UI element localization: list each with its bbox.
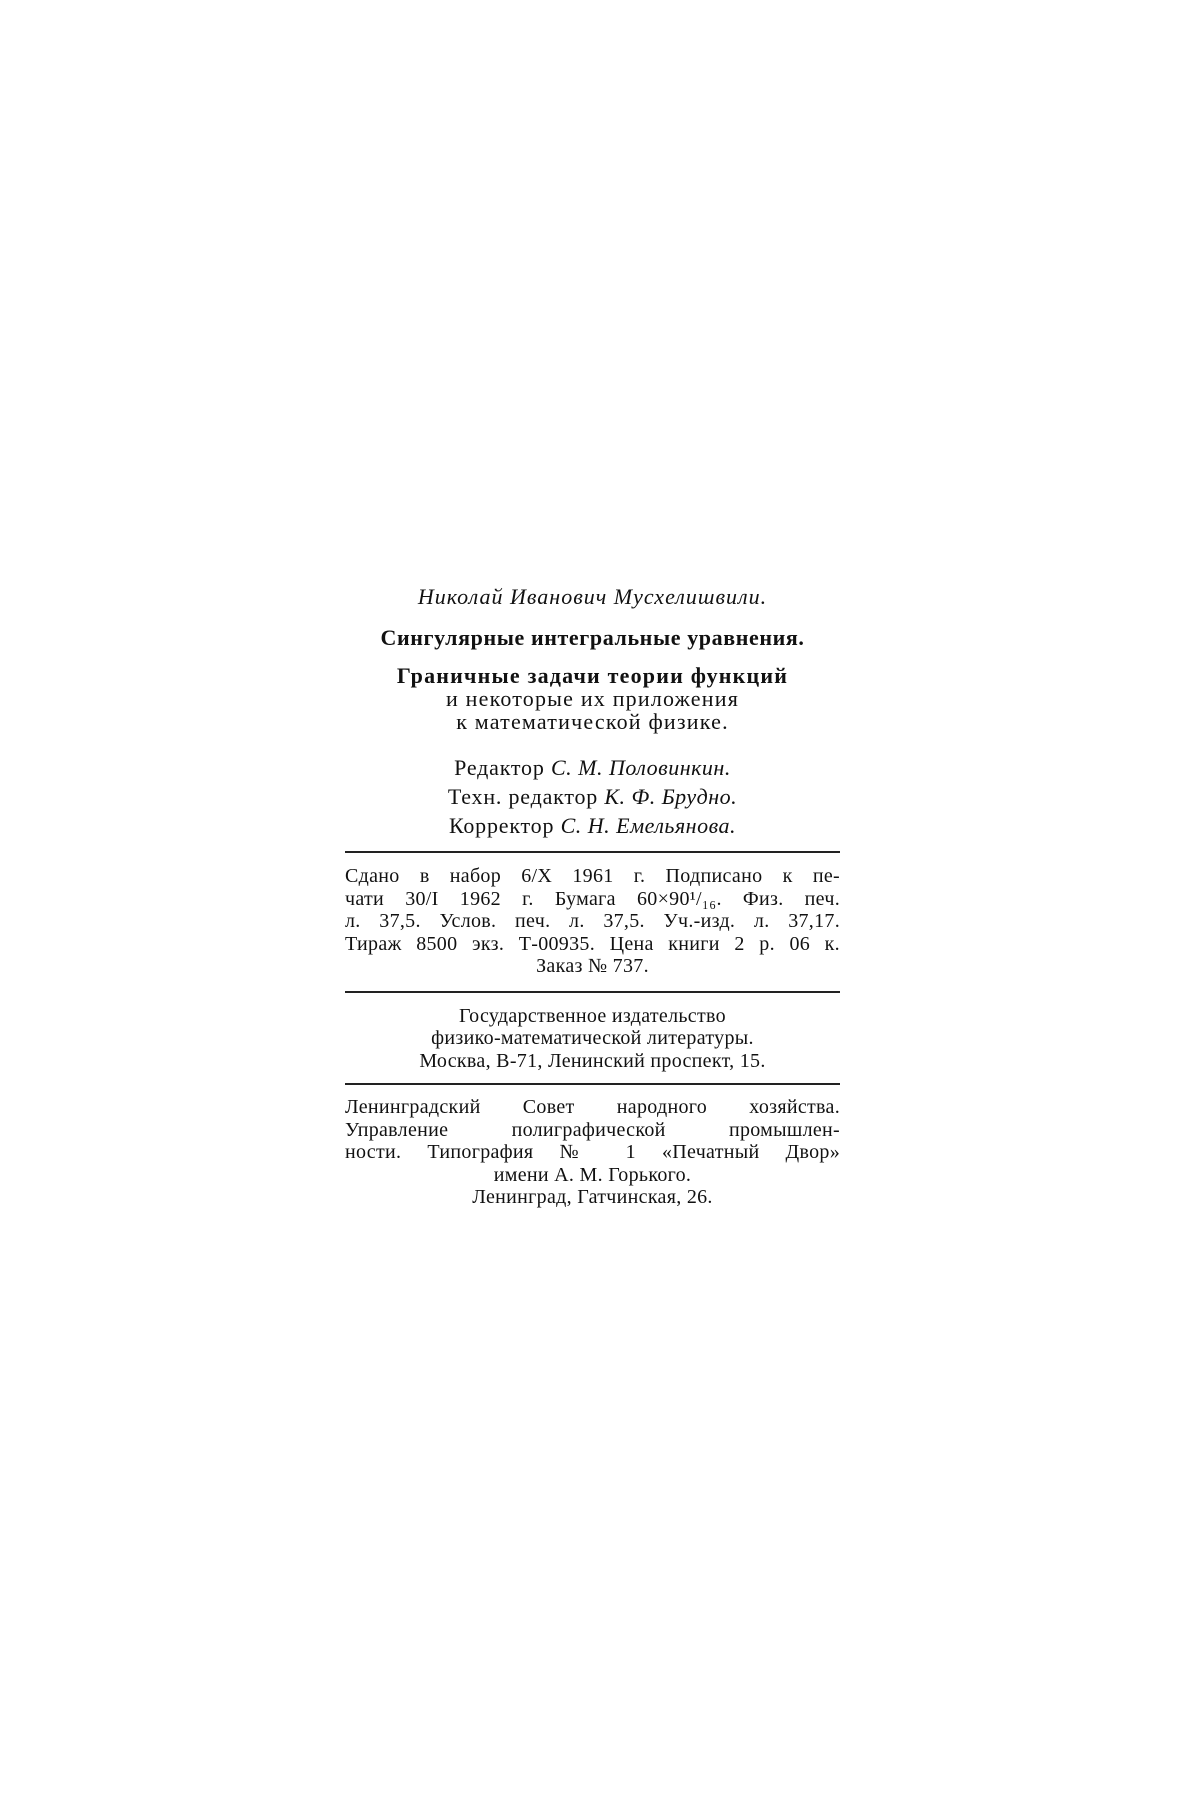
proofreader-name: С. Н. Емельянова. [560,813,736,838]
tech-editor-name: К. Ф. Брудно. [604,784,738,809]
tech-editor-label: Техн. редактор [447,784,599,809]
book-subtitle [345,664,840,733]
printer-info [345,1096,840,1209]
printer-line: Управление полиграфической промышлен- [345,1118,840,1141]
publisher-info [345,1005,840,1073]
printer-line: Ленинград, Гатчинская, 26. [472,1186,713,1208]
proofreader-label: Корректор [449,813,555,838]
colophon [345,583,840,1209]
printing-detail-line: Заказ № 737. [536,955,649,977]
subtitle-line: и некоторые их приложения [445,686,740,711]
tech-editor-credit [345,782,840,811]
printer-line: Ленинградский Совет народного хозяйства. [345,1096,840,1118]
editor-label: Редактор [454,755,545,780]
divider-rule [345,991,840,993]
publisher-line: физико-математической литературы. [431,1027,754,1049]
printing-detail-line: Сдано в набор 6/X 1961 г. Подписано к пе- [345,865,840,887]
printer-line: ности. Типография № 1 «Печатный Двор» [345,1141,840,1163]
editor-name: С. М. Половинкин. [550,755,731,780]
proofreader-credit [345,811,840,840]
divider-rule [345,851,840,853]
author-name: Николай Иванович Мусхелишвили. [417,584,768,609]
book-title: Сингулярные интегральные уравнения. [380,625,805,650]
subtitle-line: Граничные задачи теории функций [396,663,789,688]
printer-line: имени А. М. Горького. [493,1163,692,1186]
subtitle-line: к математической физике. [456,709,729,734]
printing-detail-line: Тираж 8500 экз. Т-00935. Цена книги 2 р. 06 к. [345,932,840,955]
printing-detail-line: л. 37,5. Услов. печ. л. 37,5. Уч.-изд. л. 37,17. [345,910,840,932]
printing-detail-line: чати 30/I 1962 г. Бумага 60×90¹/₁₆. Физ. печ. [345,887,840,910]
publisher-line: Москва, В-71, Ленинский проспект, 15. [419,1049,766,1072]
editor-credit [345,753,840,782]
printing-details [345,865,840,978]
publisher-line: Государственное издательство [459,1004,726,1027]
divider-rule [345,1083,840,1085]
staff-credits [345,753,840,840]
